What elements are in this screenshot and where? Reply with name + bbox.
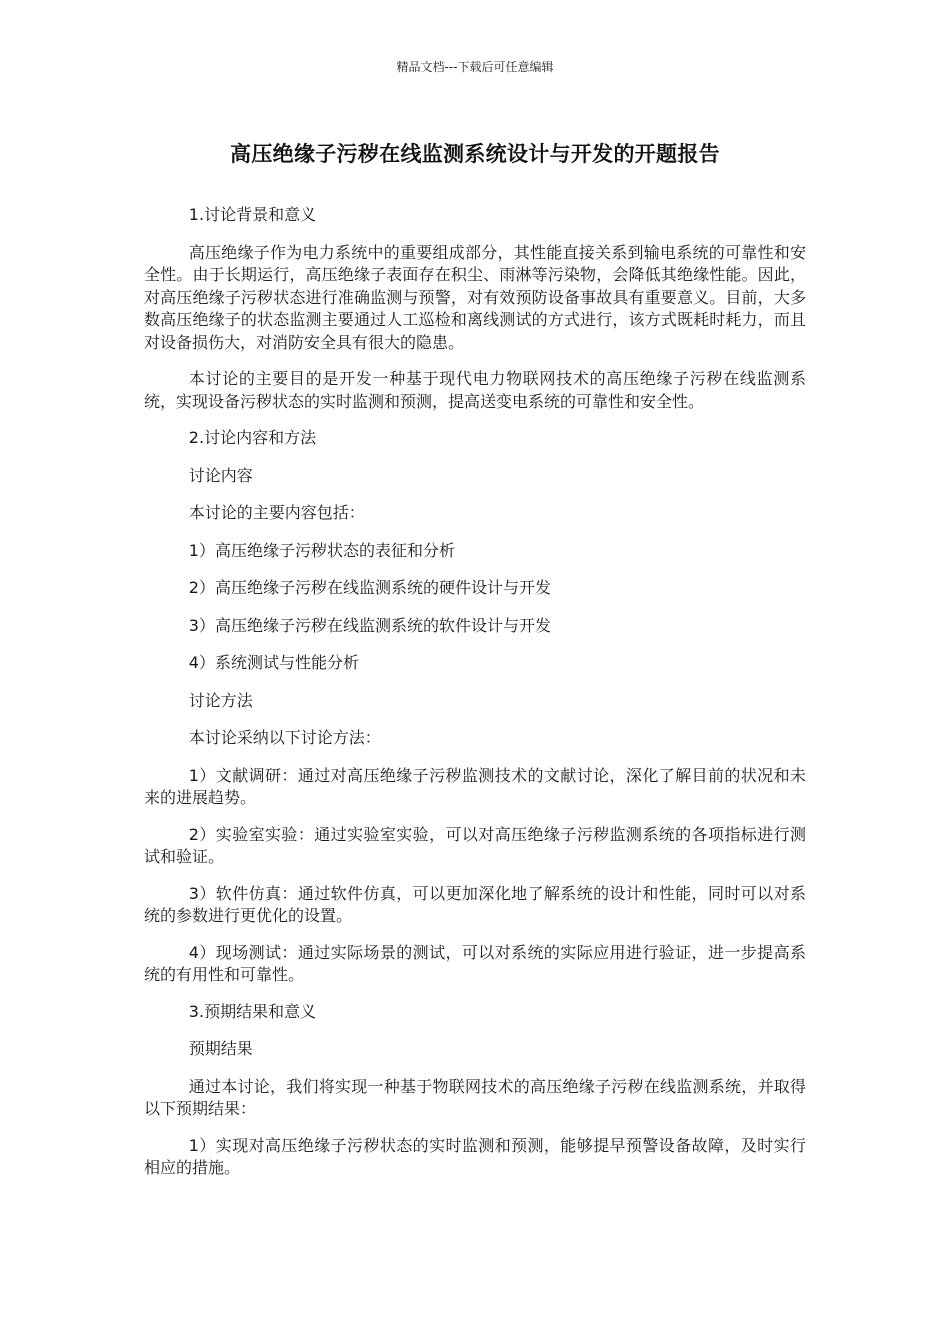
subsection-heading: 讨论方法 [188,690,253,710]
list-item: 3）高压绝缘子污秽在线监测系统的软件设计与开发 [188,615,551,635]
paragraph: 本讨论采纳以下讨论方法： [188,728,381,747]
section-heading: 1.讨论背景和意义 [188,205,317,224]
list-item: 2）高压绝缘子污秽在线监测系统的硬件设计与开发 [188,578,551,597]
document-title: 高压绝缘子污秽在线监测系统设计与开发的开题报告 [230,142,720,166]
section-heading: 2.讨论内容和方法 [188,428,317,447]
list-item: 1）文献调研：通过对高压绝缘子污秽监测技术的文献讨论，深化了解目前的状况和未来的进展趋势。 [144,765,806,807]
paragraph: 通过本讨论，我们将实现一种基于物联网技术的高压绝缘子污秽在线监测系统，并取得以下预期结果： [144,1076,806,1118]
list-item: 3）软件仿真：通过软件仿真，可以更加深化地了解系统的设计和性能，同时可以对系统的参数进行更优化的设置。 [144,883,806,925]
subsection-heading: 预期结果 [188,1039,253,1058]
list-item: 4）系统测试与性能分析 [188,653,359,672]
paragraph: 本讨论的主要内容包括： [188,503,365,522]
header-note: 精品文档---下载后可任意编辑 [396,60,554,74]
subsection-heading: 讨论内容 [188,465,253,485]
section-heading: 3.预期结果和意义 [188,1001,317,1021]
paragraph: 本讨论的主要目的是开发一种基于现代电力物联网技术的高压绝缘子污秽在线监测系统，实现设备污秽状态的实时监测和预测，提高送变电系统的可靠性和安全性。 [144,369,806,411]
list-item: 2）实验室实验：通过实验室实验，可以对高压绝缘子污秽监测系统的各项指标进行测试和验证。 [144,824,806,866]
paragraph: 高压绝缘子作为电力系统中的重要组成部分，其性能直接关系到输电系统的可靠性和安全性。由于长期运行，高压绝缘子表面存在积尘、雨淋等污染物，会降低其绝缘性能。因此，对高压绝缘子污秽状态进行准确监测与预警，对有效预防设备事故具有重要意义。目前，大多数高压绝缘子的状态监测主要通过人工巡检和离线测试的方式进行，该方式既耗时耗力，而且对设备损伤大，对消防安全具有很大的隐患。 [144,242,806,352]
list-item: 1）高压绝缘子污秽状态的表征和分析 [188,540,455,560]
document-body [144,204,806,1194]
list-item: 1）实现对高压绝缘子污秽状态的实时监测和预测，能够提早预警设备故障，及时实行相应的措施。 [144,1135,806,1177]
list-item: 4）现场测试：通过实际场景的测试，可以对系统的实际应用进行验证，进一步提高系统的有用性和可靠性。 [144,942,806,984]
